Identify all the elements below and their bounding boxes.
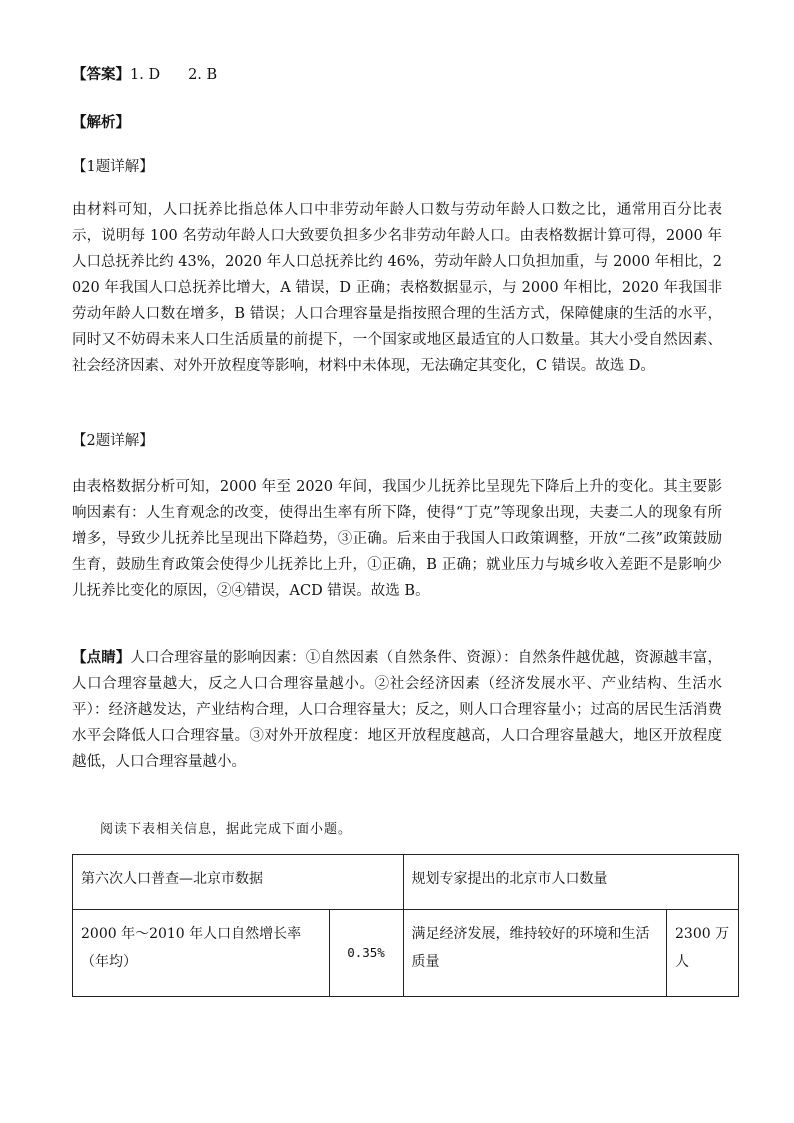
table-row-value: 0.35% bbox=[329, 910, 403, 997]
note-label: 【点睛】 bbox=[72, 649, 131, 666]
answer-1: 1. D bbox=[130, 67, 161, 83]
q1-body: 由材料可知，人口抚养比指总体人口中非劳动年龄人口数与劳动年龄人口数之比，通常用百分比表示，说明每 100 名劳动年龄人口大致要负担多少名非劳动年龄人口。由表格数据计算可得，2000 年人口总抚养比约 43%，2020 年人口总抚养比约 46%，劳动年龄人口负担加重，与 2000 年相比，2020 年我国人口总抚养比增大，A 错误，D 正确；表格数据显示，与 2000 年相比，2020 年我国非劳动年龄人口数在增多，B 错误；人口合理容量是指按照合理的生活方式，保障健康的生活的水平，同时又不妨碍未来人口生活质量的前提下，一个国家或地区最适宜的人口数量。其大小受自然因素、社会经济因素、对外开放程度等影响，材料中未体现，无法确定其变化，C 错误。故选 D。 bbox=[72, 202, 722, 374]
table-header-left: 第六次人口普查—北京市数据 bbox=[73, 855, 404, 910]
note-paragraph bbox=[72, 645, 722, 775]
table-row-right-label: 满足经济发展，维持较好的环境和生活质量 bbox=[403, 910, 667, 997]
q1-heading: 【1题详解】 bbox=[72, 159, 154, 175]
q2-body: 由表格数据分析可知，2000 年至 2020 年间，我国少儿抚养比呈现先下降后上升的变化。其主要影响因素有：人生育观念的改变，使得出生率有所下降，使得“丁克”等现象出现，夫妻二人的现象有所增多，导致少儿抚养比呈现出下降趋势，③正确。后来由于我国人口政策调整，开放“二孩”政策鼓励生育，鼓励生育政策会使得少儿抚养比上升，①正确，B 正确；就业压力与城乡收入差距不是影响少儿抚养比变化的原因，②④错误，ACD 错误。故选 B。 bbox=[72, 479, 722, 599]
table-header-right: 规划专家提出的北京市人口数量 bbox=[403, 855, 739, 910]
q2-heading: 【2题详解】 bbox=[72, 433, 154, 449]
table-row-label: 2000 年～2010 年人口自然增长率（年均） bbox=[73, 910, 330, 997]
note-body: 人口合理容量的影响因素：①自然因素（自然条件、资源）：自然条件越优越，资源越丰富，人口合理容量越大，反之人口合理容量越小。②社会经济因素（经济发展水平、产业结构、生活水平）：经济越发达，产业结构合理，人口合理容量大；反之，则人口合理容量小；过高的居民生活消费水平会降低人口合理容量。③对外开放程度：地区开放程度越高，人口合理容量越大，地区开放程度越低，人口合理容量越小。 bbox=[72, 650, 723, 770]
table-header-row bbox=[73, 855, 739, 910]
answer-2: 2. B bbox=[188, 67, 218, 83]
answer-label: 【答案】 bbox=[72, 66, 130, 83]
beijing-population-table bbox=[72, 854, 739, 997]
table-row-right-value: 2300 万人 bbox=[667, 910, 739, 997]
table-row bbox=[73, 910, 739, 997]
answer-line bbox=[72, 66, 217, 84]
analysis-heading: 【解析】 bbox=[72, 114, 130, 131]
table-intro: 阅读下表相关信息，据此完成下面小题。 bbox=[100, 822, 353, 837]
